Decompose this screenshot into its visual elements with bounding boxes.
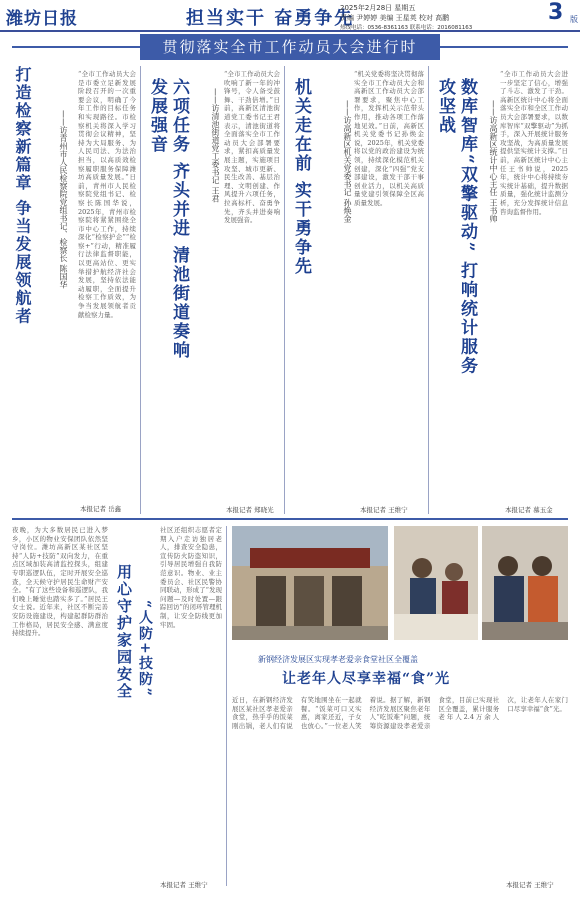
page-slogan: 担当实干 奋勇争先 xyxy=(186,8,355,29)
article-1-reporter: 本报记者 岳鑫 xyxy=(80,505,122,513)
article-6-title: 让老年人尽享幸福“食”光 xyxy=(282,671,451,687)
article-2-reporter: 本报记者 郑晓光 xyxy=(226,506,274,514)
article-1-body: “全市工作动员大会是市委立足新发展阶段召开的一次重要会议，明确了今年工作的目标任务和实现路径。市检察机关将深入学习贯彻会议精神，坚持为大局服务、为人民司法、为法治担当，以高质效检察履职服务保障潍坊高质量发展。”日前，青州市人民检察院党组书记、检察长陈国华说，2025年，青州市检察院将紧紧围绕全市中心工作，持续深化“检察护企”“检察+”行动，精准履行法律监督职能，以更高站位、更实举措护航经济社会发展，坚持依法能动履职，全面提升检察工作质效，为争当发展领航者贡献检察力量。 xyxy=(78,70,136,319)
issue-editors: 责编 尹婷婷 美编 王星英 校对 高鹏 xyxy=(340,14,450,22)
photo-staff xyxy=(482,526,568,640)
article-5-reporter: 本报记者 王维宁 xyxy=(160,881,208,889)
article-3-reporter: 本报记者 王维宁 xyxy=(360,506,408,514)
article-2-byline: ——访清池街道党工委书记 王君 xyxy=(211,88,220,203)
canteen-exterior-image xyxy=(232,526,388,640)
article-1-byline: ——访青州市人民检察院党组书记、检察长 陈国华 xyxy=(59,110,68,289)
article-3-title: 机关走在前 实干勇争先 xyxy=(291,78,311,276)
photo-residents-dining xyxy=(394,526,478,640)
residents-dining-image xyxy=(394,526,478,640)
article-1-title: 打造检察新篇章 争当发展领航者 xyxy=(13,66,32,326)
issue-date: 2025年2月28日 星期五 xyxy=(340,4,416,12)
article-2-body: “全市工作动员大会吹响了新一年的冲锋号，令人备受鼓舞、干劲倍增。”日前，高新区清池街道党工委书记王君表示，清池街道将全面落实全市工作动员大会部署要求，紧扣高质量发展主题，实施项目攻坚、城市更新、民生改善、基层治理、文明创建、作风提升六项任务，拉高标杆、奋勇争先，齐头并进奏响发展强音。 xyxy=(224,70,280,225)
article-2-title: 六项任务 齐头并进 清池街道奏响发展强音 xyxy=(147,78,189,360)
section-banner: 贯彻落实全市工作动员大会进行时 xyxy=(140,34,440,60)
article-4-title: 数库智库“双擎驱动” 打响统计服务攻坚战 xyxy=(435,78,477,376)
article-3-byline: ——访高新区机关党委书记 孙焕金 xyxy=(343,100,352,223)
issue-meta xyxy=(340,3,472,33)
column-divider xyxy=(226,526,227,886)
staff-image xyxy=(482,526,568,640)
page-label: 版 xyxy=(570,15,578,24)
article-5-body-continued: 社区还组织志愿者定期入户走访独居老人，排查安全隐患，宣传防火防盗知识，引导居民增强自我防范意识。物业、业主委员会、社区民警协同联动，形成了“发现问题—及时处置—跟踪回访”的闭环管理机制，让安全防线更加牢固。 xyxy=(160,526,222,629)
article-6-body: 近日，在新钢经济发展区某社区孝老爱亲食堂，热乎乎的饭菜刚出锅，老人们有说有笑地围坐在一起就餐。“饭菜可口又实惠，离家还近，子女也放心。”一位老人笑着说。据了解，新钢经济发展区聚焦老年人“吃饭难”问题，统筹资源建设孝老爱亲食堂，目前已实现社区全覆盖，累计服务老年人2.4万余人次，让老年人在家门口尽享幸福“食”光。 xyxy=(232,696,568,730)
section-divider xyxy=(12,518,568,520)
article-6-kicker: 新钢经济发展区实现孝老爱亲食堂社区全覆盖 xyxy=(258,655,418,664)
article-6-reporter: 本报记者 王维宁 xyxy=(506,881,554,889)
issue-phone: 热线电话：0536-8361163 联系电话：2016081163 xyxy=(340,25,473,31)
column-divider xyxy=(284,66,285,514)
column-divider xyxy=(140,66,141,514)
photo-canteen-exterior xyxy=(232,526,388,640)
article-3-body: “机关党委将坚决贯彻落实全市工作动员大会和高新区工作动员大会部署要求，聚焦中心工作，发挥机关示范带头作用，推动各项工作落地见效。”日前，高新区机关党委书记孙焕金说，2025年，机关党委将以党的政治建设为统领，持续深化模范机关创建，深化“四强”党支部建设，激发干部干事创业活力，以机关高质量党建引领保障全区高质量发展。 xyxy=(354,70,424,207)
article-4-byline: ——访高新区统计中心主任 王书帅 xyxy=(489,100,498,223)
article-4-body: “全市工作动员大会进一步坚定了信心，增强了斗志、激发了干劲。高新区统计中心将全面落实全市和全区工作动员大会部署要求，以数库智库“双擎驱动”为抓手，深入开展统计服务攻坚战，为高质量发展提供坚实统计支撑。”日前，高新区统计中心主任王书帅说，2025年，统计中心将持续夯实统计基础，提升数据质量，强化统计监测分析，充分发挥统计信息咨询监督作用。 xyxy=(500,70,568,216)
newspaper-logo: 潍坊日报 xyxy=(6,9,78,29)
page-number: 3 xyxy=(548,0,564,25)
article-5-title: 用心守护家园安全 xyxy=(115,564,133,700)
article-5-kicker: “人防+技防” xyxy=(137,600,153,698)
column-divider xyxy=(428,66,429,514)
article-4-reporter: 本报记者 慕玉金 xyxy=(505,506,553,514)
article-5-body: 夜晚，为大多数居民已进入梦乡，小区的物业安保团队依然坚守岗位。潍坊高新区某社区坚持“人防+技防”双向发力，在重点区域加装高清监控探头，组建专职巡逻队伍，定时开展安全巡查，全天候守护居民生命财产安全。“有了这些设备和巡逻队，我们晚上睡觉也踏实多了。”居民王女士说。近年来，社区不断完善安防设施建设，构建起群防群治工作格局，居民安全感、满意度持续提升。 xyxy=(12,526,108,638)
